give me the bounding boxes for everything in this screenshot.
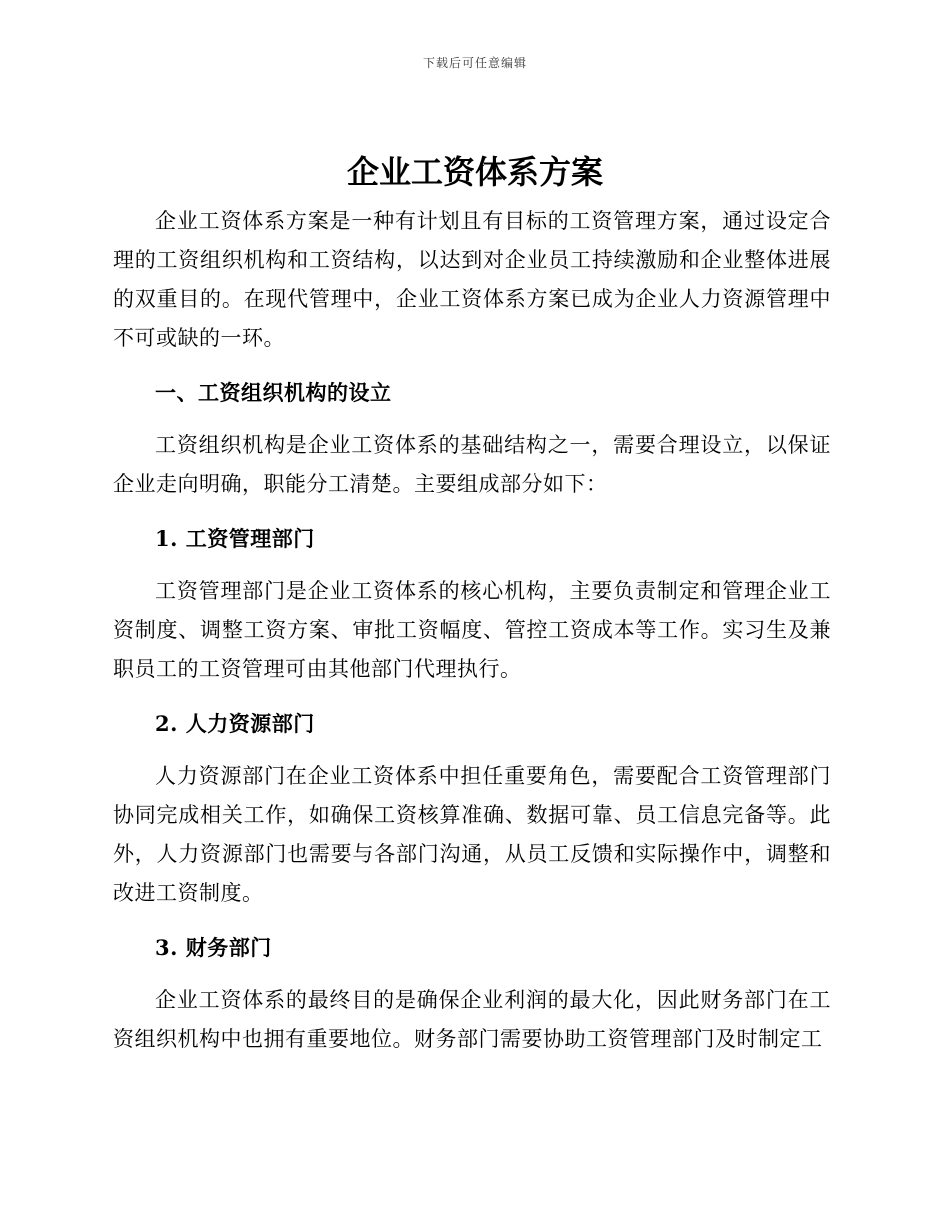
header-note: 下载后可任意编辑 [422, 56, 527, 70]
subsection-paragraph-1: 工资管理部门是企业工资体系的核心机构，主要负责制定和管理企业工资制度、调整工资方案、审批工资幅度、管控工资成本等工作。实习生及兼职员工的工资管理可由其他部门代理执行。 [113, 579, 831, 681]
subsection-heading-3: 3. 财务部门 [155, 935, 272, 960]
intro-paragraph: 企业工资体系方案是一种有计划且有目标的工资管理方案，通过设定合理的工资组织机构和工资结构，以达到对企业员工持续激励和企业整体进展的双重目的。在现代管理中，企业工资体系方案已成为企业人力资源管理中不可或缺的一环。 [113, 209, 831, 350]
subsection-heading-1: 1. 工资管理部门 [155, 526, 315, 551]
document-body [113, 202, 831, 1059]
section-heading-1: 一、工资组织机构的设立 [155, 380, 392, 405]
subsection-paragraph-2: 人力资源部门在企业工资体系中担任重要角色，需要配合工资管理部门协同完成相关工作，如确保工资核算准确、数据可靠、员工信息完备等。此外，人力资源部门也需要与各部门沟通，从员工反馈和实际操作中，调整和改进工资制度。 [113, 764, 831, 905]
document-title: 企业工资体系方案 [346, 153, 603, 191]
subsection-paragraph-3: 企业工资体系的最终目的是确保企业利润的最大化，因此财务部门在工资组织机构中也拥有重要地位。财务部门需要协助工资管理部门及时制定工 [113, 988, 831, 1051]
subsection-heading-2: 2. 人力资源部门 [155, 711, 315, 736]
section-paragraph-1: 工资组织机构是企业工资体系的基础结构之一，需要合理设立，以保证企业走向明确，职能分工清楚。主要组成部分如下： [113, 433, 831, 496]
